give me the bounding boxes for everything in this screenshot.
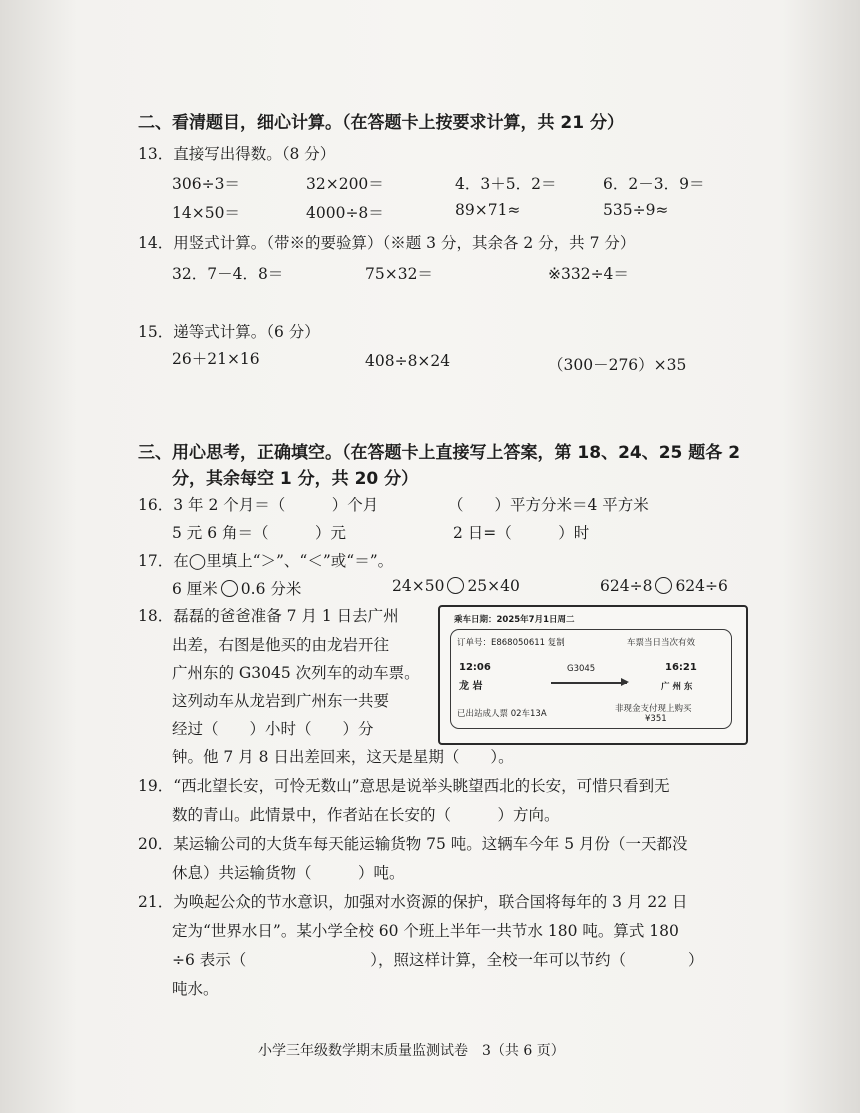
q16-c: 5 元 6 角＝（ ）元 (172, 524, 347, 542)
ticket-price: ¥351 (645, 714, 667, 724)
compare-circle[interactable] (655, 577, 672, 594)
q15-label: 15．递等式计算。（6 分） (138, 323, 320, 341)
compare-circle[interactable] (221, 580, 238, 597)
q17-label: 17．在◯里填上“＞”、“＜”或“＝”。 (138, 552, 394, 570)
ticket-arr-time: 16:21 (665, 662, 697, 673)
ticket-pay: 非现金支付现上购买 (615, 704, 692, 714)
ticket-body (450, 629, 732, 729)
q17-compare-b: 24×50 25×40 (392, 577, 520, 595)
q13-expr: 306÷3＝ (172, 175, 240, 193)
section-3-title-cont: 分，其余每空 1 分，共 20 分） (172, 469, 419, 489)
q18-line: 18．磊磊的爸爸准备 7 月 1 日去广州 (138, 607, 399, 625)
ticket-valid: 车票当日当次有效 (627, 638, 696, 648)
ticket-arr-station: 广 州 东 (661, 682, 693, 692)
section-3-title: 三、用心思考，正确填空。（在答题卡上直接写上答案，第 18、24、25 题各 2 (138, 443, 741, 463)
q21-line: ÷6 表示（ ），照这样计算，全校一年可以节约（ ） (172, 951, 704, 969)
q18-line-last: 钟。他 7 月 8 日出差回来，这天是星期（ ）。 (172, 748, 514, 766)
q18-line: 广州东的 G3045 次列车的动车票。 (172, 664, 420, 682)
q15-expr: （300－276）×35 (548, 356, 687, 374)
arrow-right-icon (551, 682, 627, 684)
q16-d: 2 日=（ ）时 (453, 524, 590, 542)
q17-compare-a: 6 厘米 0.6 分米 (172, 580, 302, 598)
q14-label: 14．用竖式计算。（带※的要验算）（※题 3 分，其余各 2 分，共 7 分） (138, 234, 636, 252)
train-ticket (438, 605, 748, 745)
q14-expr: ※332÷4＝ (548, 265, 629, 283)
ticket-order: 订单号：E868050611 复制 (457, 638, 565, 648)
q17-compare-c: 624÷8 624÷6 (600, 577, 728, 595)
q18-line: 这列动车从龙岩到广州东一共要 (172, 692, 390, 710)
q13-expr: 4000÷8＝ (306, 204, 384, 222)
q15-expr: 408÷8×24 (365, 352, 451, 370)
q15-expr: 26＋21×16 (172, 350, 260, 368)
section-2-title: 二、看清题目，细心计算。（在答题卡上按要求计算，共 21 分） (138, 113, 624, 133)
q21-line: 吨水。 (172, 980, 219, 998)
ticket-dep-time: 12:06 (459, 662, 491, 673)
q13-expr: 89×71≈ (455, 201, 521, 219)
q18-line: 经过（ ）小时（ ）分 (172, 720, 374, 738)
q13-expr: 4．3＋5．2＝ (455, 175, 557, 193)
q13-label: 13．直接写出得数。（8 分） (138, 145, 336, 163)
q16-a: 16．3 年 2 个月＝（ ）个月 (138, 496, 379, 514)
q14-expr: 32．7－4．8＝ (172, 265, 284, 283)
q18-line: 出差，右图是他买的由龙岩开往 (172, 636, 390, 654)
q19-line: 19．“西北望长安，可怜无数山”意思是说举头眺望西北的长安，可惜只看到无 (138, 777, 670, 795)
q14-expr: 75×32＝ (365, 265, 433, 283)
q19-line: 数的青山。此情景中，作者站在长安的（ ）方向。 (172, 806, 560, 824)
q13-expr: 14×50＝ (172, 204, 240, 222)
q13-expr: 535÷9≈ (603, 201, 669, 219)
q13-expr: 32×200＝ (306, 175, 384, 193)
q20-line: 20．某运输公司的大货车每天能运输货物 75 吨。这辆车今年 5 月份（一天都没 (138, 835, 688, 853)
q21-line: 定为“世界水日”。某小学全校 60 个班上半年一共节水 180 吨。算式 180 (172, 922, 679, 940)
ticket-dep-station: 龙 岩 (459, 681, 483, 692)
q20-line: 休息）共运输货物（ ）吨。 (172, 864, 405, 882)
ticket-date: 乘车日期：2025年7月1日周二 (454, 615, 575, 625)
ticket-gate: 已出站成人票 02车13A (457, 709, 547, 719)
ticket-train: G3045 (567, 664, 596, 674)
compare-circle[interactable] (447, 577, 464, 594)
page-footer: 小学三年级数学期末质量监测试卷 3（共 6 页） (258, 1043, 565, 1059)
q16-b: （ ）平方分米＝4 平方米 (448, 496, 649, 514)
q13-expr: 6．2－3．9＝ (603, 175, 705, 193)
q21-line: 21．为唤起公众的节水意识，加强对水资源的保护，联合国将每年的 3 月 22 日 (138, 893, 688, 911)
